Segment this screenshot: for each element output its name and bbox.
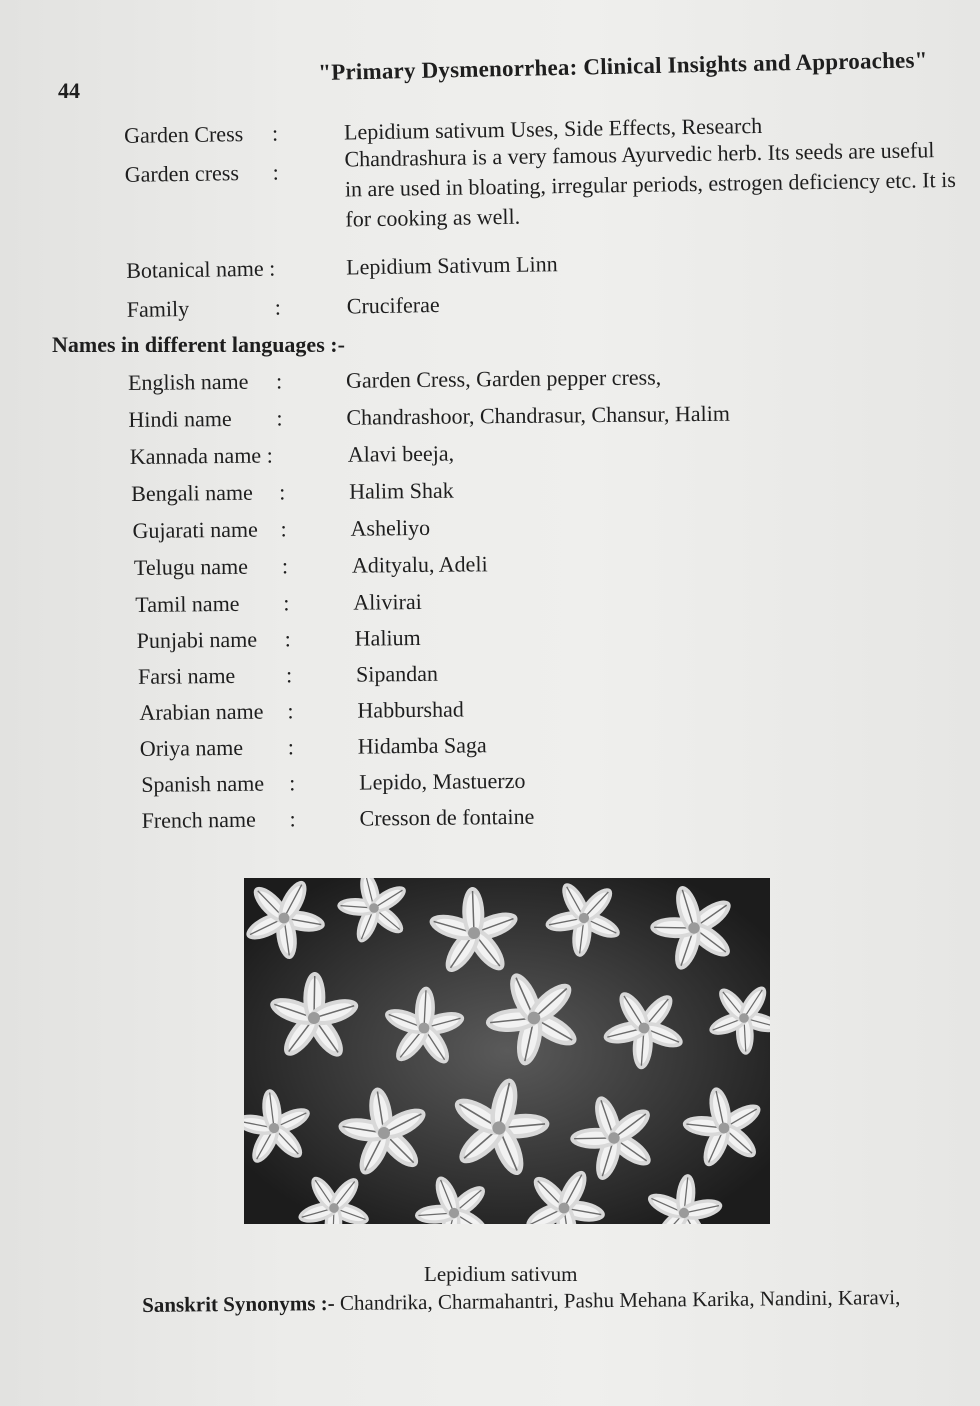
- language-value: Halium: [354, 624, 421, 651]
- language-value: Sipandan: [355, 660, 439, 687]
- language-label: Oriya name: [139, 734, 244, 761]
- intro-colon: :: [274, 294, 282, 320]
- language-label: English name: [127, 368, 249, 396]
- language-colon: :: [285, 662, 293, 688]
- language-label: Telugu name: [133, 553, 249, 580]
- language-colon: :: [289, 806, 296, 832]
- intro-colon: :: [272, 159, 280, 185]
- language-value: Halim Shak: [349, 477, 454, 504]
- garden-cress-photo: [244, 878, 770, 1224]
- intro-value: Cruciferae: [346, 292, 440, 319]
- language-value: Chandrashoor, Chandrasur, Chansur, Halim: [346, 400, 731, 430]
- language-value: Lepido, Mastuerzo: [359, 767, 526, 795]
- synonyms-label: Sanskrit Synonyms :-: [142, 1290, 335, 1317]
- language-label: Tamil name: [135, 590, 240, 617]
- intro-label: Garden Cress: [123, 121, 244, 148]
- language-label: French name: [141, 806, 256, 833]
- running-title: "Primary Dysmenorrhea: Clinical Insights and Approaches": [318, 47, 928, 85]
- page-number: 44: [58, 78, 80, 103]
- intro-value: Lepidium Sativum Linn: [345, 251, 558, 280]
- intro-label: Botanical name :: [126, 255, 276, 283]
- intro-colon: :: [271, 120, 279, 146]
- intro-value: Lepidium sativum Uses, Side Effects, Research: [343, 112, 763, 145]
- language-value: Adityalu, Adeli: [351, 551, 488, 578]
- language-label: Bengali name: [131, 479, 253, 506]
- language-value: Asheliyo: [350, 514, 431, 541]
- language-colon: :: [284, 626, 291, 652]
- language-colon: :: [289, 770, 296, 796]
- language-value: Garden Cress, Garden pepper cress,: [345, 364, 662, 393]
- language-value: Alivirai: [353, 588, 422, 615]
- language-colon: :: [280, 516, 287, 542]
- leaf-pattern-image: [244, 878, 770, 1224]
- language-label: Hindi name: [128, 405, 232, 433]
- intro-label: Family: [126, 295, 190, 322]
- language-colon: :: [287, 734, 295, 760]
- language-colon: :: [283, 590, 290, 616]
- language-label: Gujarati name: [132, 516, 258, 543]
- language-label: Arabian name: [139, 698, 264, 725]
- language-colon: :: [287, 698, 294, 724]
- language-value: Habburshad: [357, 696, 464, 723]
- sanskrit-synonyms: [142, 1285, 900, 1318]
- figure-caption: Lepidium sativum: [424, 1262, 578, 1286]
- intro-label: Garden cress: [124, 160, 240, 187]
- language-colon: :: [279, 479, 286, 505]
- language-label: Spanish name: [141, 770, 265, 797]
- language-label: Kannada name :: [129, 442, 273, 470]
- language-value: Cresson de fontaine: [359, 803, 535, 831]
- language-colon: :: [275, 368, 283, 394]
- language-colon: :: [276, 405, 283, 431]
- language-label: Punjabi name: [136, 626, 258, 653]
- synonyms-text: Chandrika, Charmahantri, Pashu Mehana Karika, Nandini, Karavi,: [334, 1285, 901, 1315]
- language-label: Farsi name: [137, 662, 236, 689]
- language-value: Alavi beeja,: [347, 440, 455, 467]
- garden-cress-description: Chandrashura is a very famous Ayurvedic herb. Its seeds are useful in are used in bloating, irregular periods, estrogen deficiency etc. It is for cooking as well.: [344, 137, 956, 232]
- language-value: Hidamba Saga: [357, 732, 487, 759]
- language-colon: :: [281, 553, 289, 579]
- languages-heading: Names in different languages :-: [52, 332, 345, 357]
